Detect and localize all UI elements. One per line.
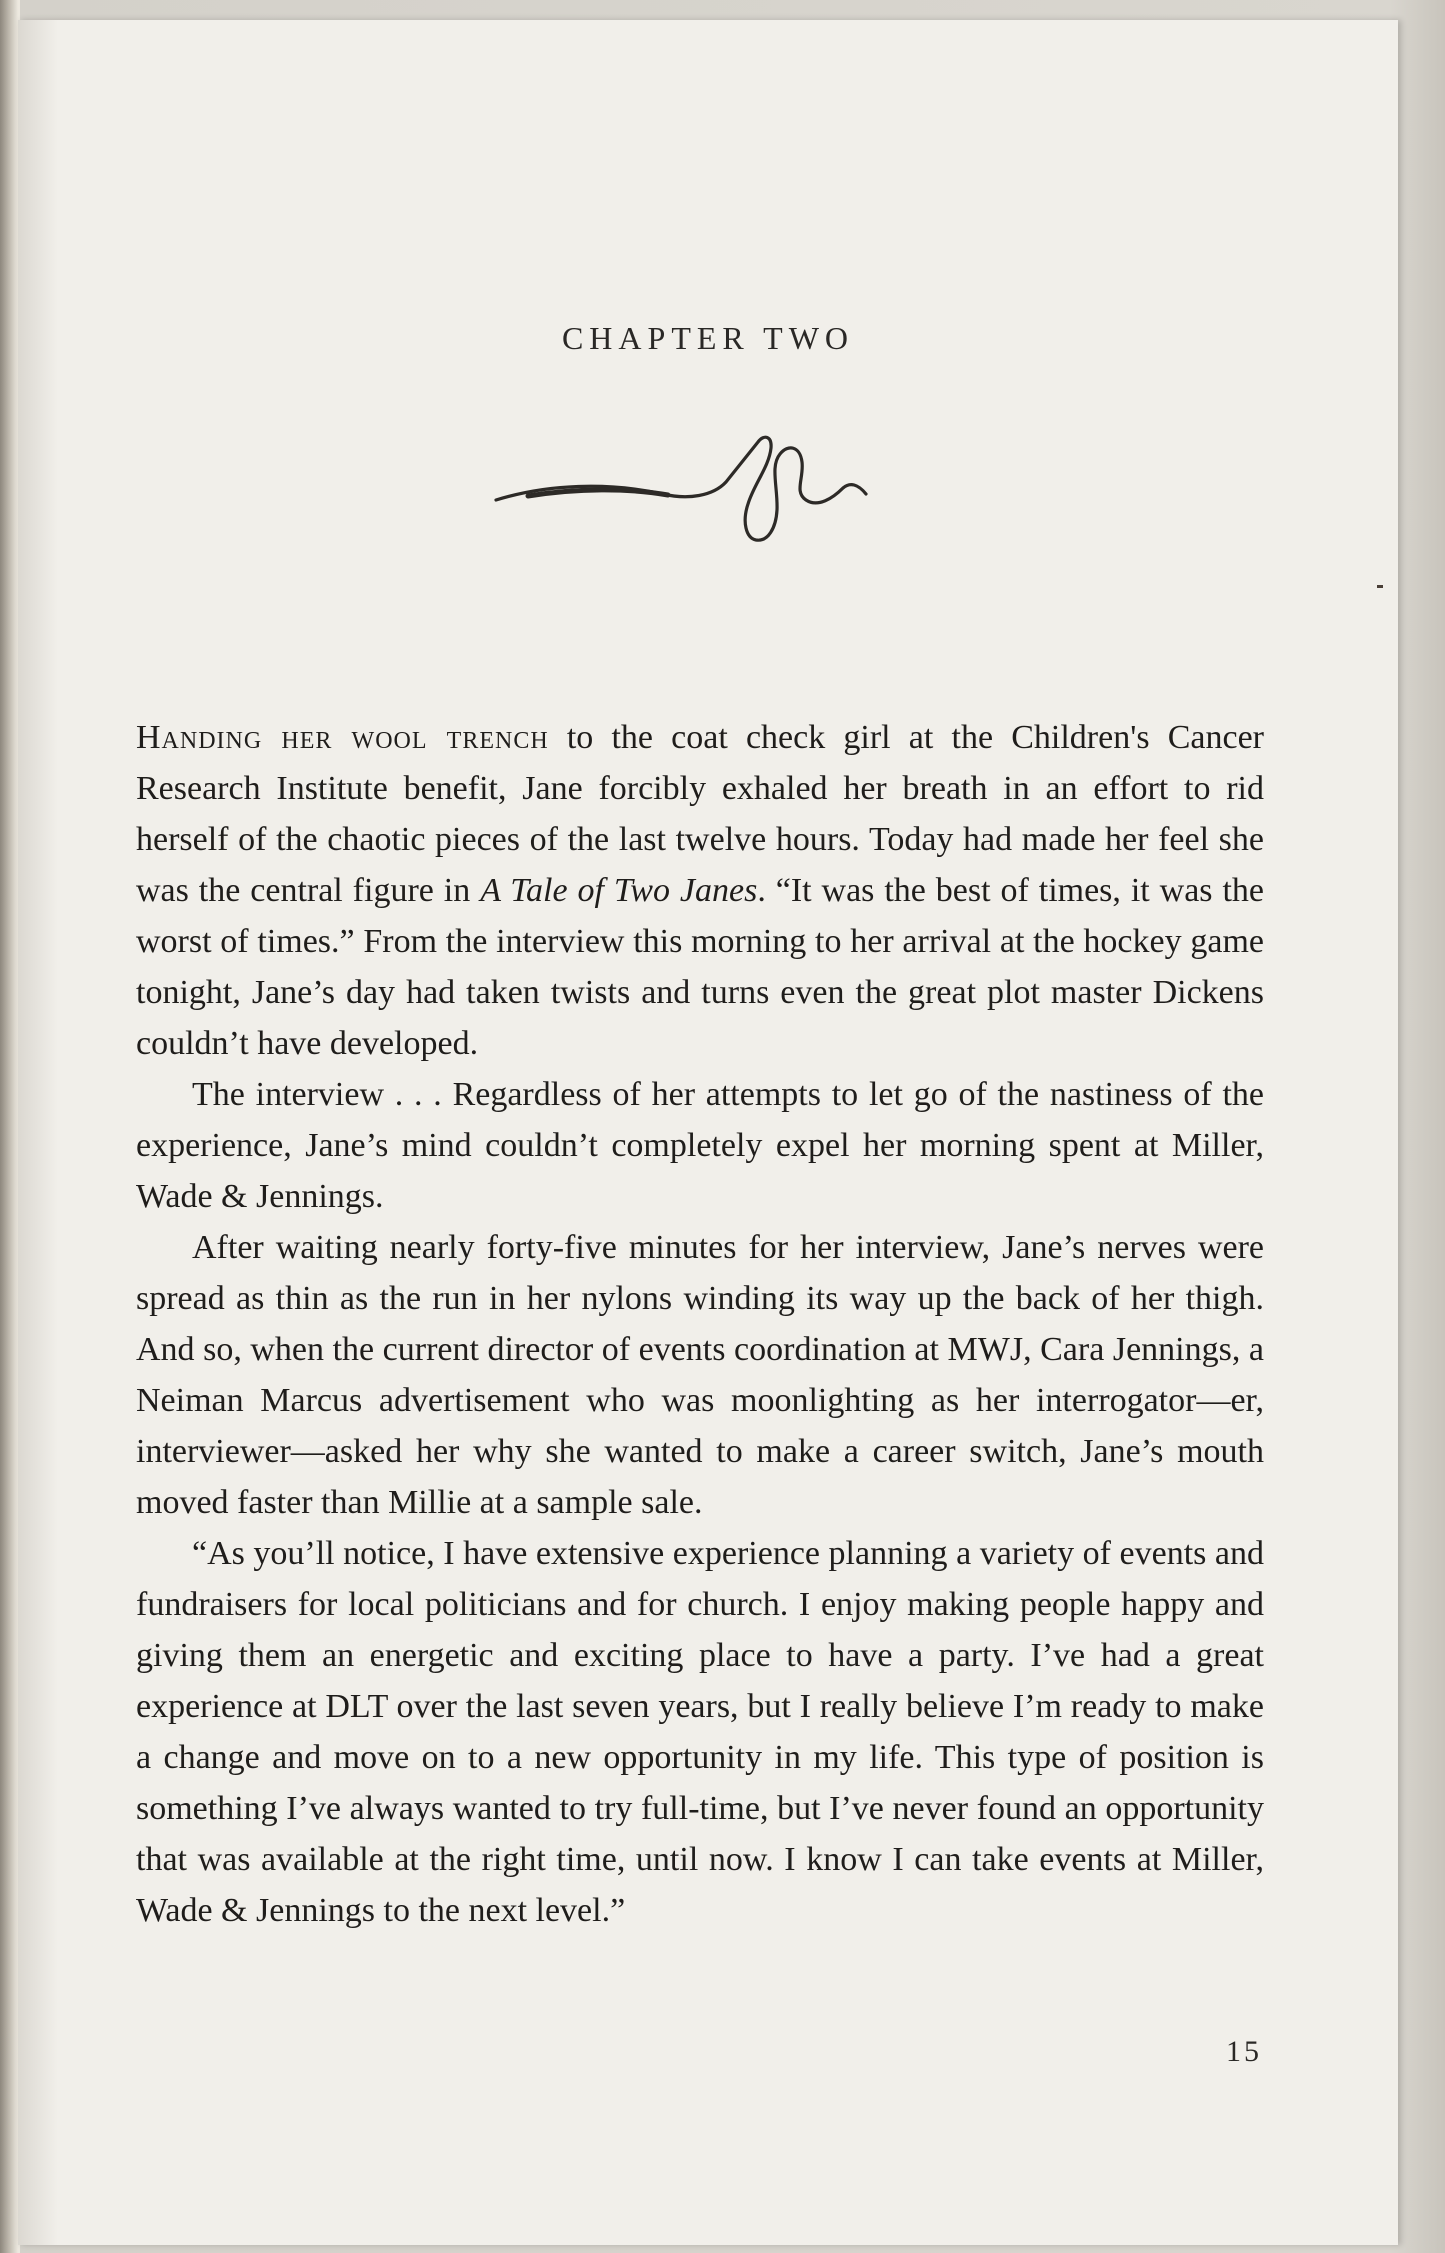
- page-number: 15: [1226, 2035, 1262, 2068]
- chapter-heading: CHAPTER TWO: [561, 320, 855, 356]
- lead-in-small-caps: Handing her wool trench: [136, 719, 549, 756]
- paragraph-1: [136, 712, 1264, 1069]
- previous-page-edge: [0, 0, 20, 2253]
- paragraph-2: The interview . . . Regardless of her attempts to let go of the nastiness of the experience, Jane’s mind couldn’t completely expel her morning spent at Miller, Wade & Jennings.: [136, 1076, 1264, 1215]
- paragraph-4: “As you’ll notice, I have extensive experience planning a variety of events and fundraisers for local politicians and for church. I enjoy making people happy and giving them an energetic and exciting place to have a party. I’ve had a great experience at DLT over the last seven years, but I really believe I’m ready to make a change and move on to a new opportunity in my life. This type of position is something I’ve always wanted to try full-time, but I’ve never found an opportunity that was available at the right time, until now. I know I can take events at Miller, Wade & Jennings to the next level.”: [136, 1535, 1264, 1929]
- book-title-italic: A Tale of Two Janes: [480, 872, 758, 909]
- paragraph-3: After waiting nearly forty-five minutes for her interview, Jane’s nerves were spread as thin as the run in her nylons winding its way up the back of her thigh. And so, when the current director of events coordination at MWJ, Cara Jennings, a Neiman Marcus advertisement who was moonlighting as her interrogator—er, interviewer—asked her why she wanted to make a career switch, Jane’s mouth moved faster than Millie at a sample sale.: [136, 1229, 1264, 1521]
- book-page: [18, 20, 1398, 2245]
- paragraph-1-text-after: . “It was the best of times, it was the worst of times.” From the interview this morning to her arrival at the hockey game tonight, Jane’s day had taken twists and turns even the great plot master Dickens couldn’t have developed.: [136, 872, 1265, 1062]
- paragraph-1-text: to the coat check girl at the Children's Cancer Research Institute benefit, Jane forcibly exhaled her breath in an effort to rid herself of the chaotic pieces of the last twelve hours. Today had made her feel she was the central figure in: [136, 719, 1264, 909]
- flourish-ornament-icon: [488, 422, 928, 552]
- chapter-body-text: [136, 712, 1264, 1936]
- paper-speck: [1377, 585, 1383, 588]
